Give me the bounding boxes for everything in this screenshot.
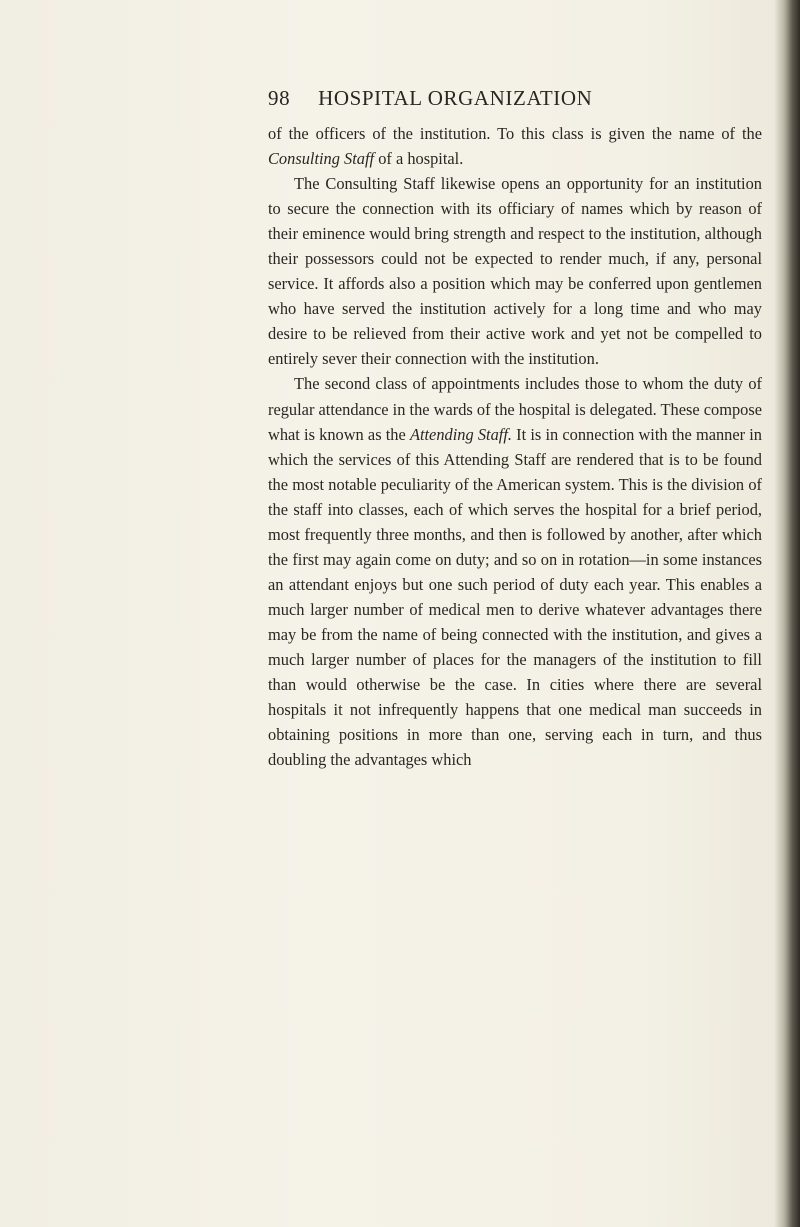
- text-run: of a hospital.: [374, 149, 464, 169]
- text-run: It is in connection with the manner in which the services of this Attending Staff are rendered that is to be found the most notable peculiarity of the American system. This is the division of the staff into classes, each of which serves the hospital for a brief period, most frequently three months, and then is followed by another, after which the first may again come on duty; and so on in rotation—in some instances an attendant enjoys but one such period of duty each year. This enables a much larger number of medical men to derive whatever advantages there may be from the name of being connected with the institution, and gives a much larger number of places for the managers of the institution to fill than would otherwise be the case. In cities where there are several hospitals it not infrequently happens that one medical man succeeds in obtaining positions in more than one, serving each in turn, and thus doubling the advantages which: [268, 424, 763, 770]
- text-run: The Consulting Staff likewise opens an opportunity for an institution to secure the connection with its officiary of names which by reason of their eminence would bring strength and respect to the institution, although their possessors could not be expected to render much, if any, personal service. It affords also a position which may be conferred upon gentlemen who have served the institution actively for a long time and who may desire to be relieved from their active work and yet not be compelled to entirely sever their connection with the institution.: [268, 174, 762, 369]
- running-head: HOSPITAL ORGANIZATION: [318, 86, 593, 110]
- italic-term-attending-staff: Attending Staff.: [409, 424, 512, 444]
- text-run: of the officers of the institution. To this class is given the name of the: [268, 124, 762, 143]
- paragraph-continuation: [268, 121, 762, 171]
- italic-term-consulting-staff: Consulting Staff: [268, 149, 375, 169]
- paragraph-attending-staff: [268, 371, 762, 772]
- text-run: The second class of appointments includes those to whom the duty of regular attendance in the wards of the hospital is delegated. These compose what is known as the: [268, 374, 762, 444]
- paragraph-consulting-staff: [268, 171, 762, 371]
- page-header: [268, 86, 688, 114]
- book-spine-shadow: [774, 0, 800, 1227]
- page-number: 98: [268, 86, 291, 110]
- body-text: [268, 121, 762, 772]
